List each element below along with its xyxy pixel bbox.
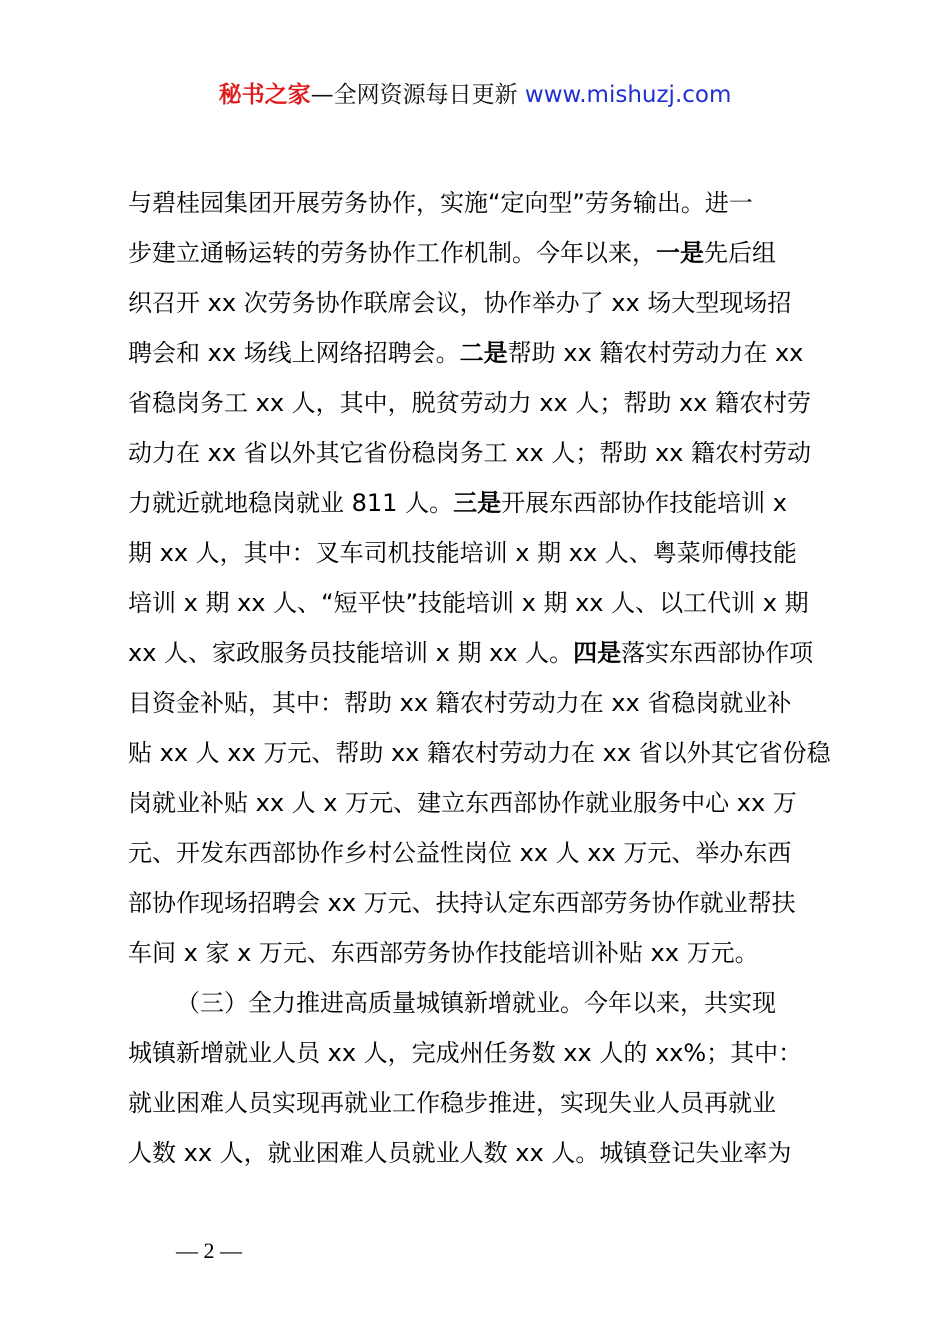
- text-run: 落实东西部协作项: [621, 639, 814, 667]
- document-body: [128, 178, 838, 1178]
- text-run: 开展东西部协作技能培训 x: [501, 489, 787, 517]
- text-run: 城镇新增就业人员 xx 人，完成州任务数 xx 人的 xx%；其中：: [128, 1039, 803, 1067]
- site-url-link[interactable]: www.mishuzj.com: [524, 82, 732, 108]
- text-line: [128, 428, 838, 478]
- text-run: 岗就业补贴 xx 人 x 万元、建立东西部协作就业服务中心 xx 万: [128, 789, 797, 817]
- text-run: 织召开 xx 次劳务协作联席会议，协作举办了 xx 场大型现场招: [128, 289, 792, 317]
- text-run: 聘会和 xx 场线上网络招聘会。: [128, 339, 460, 367]
- bold-marker: 一是: [656, 239, 704, 267]
- text-line: [128, 528, 838, 578]
- text-line: [128, 778, 838, 828]
- text-line: [128, 228, 838, 278]
- text-run: 帮助 xx 籍农村劳动力在 xx: [507, 339, 804, 367]
- text-run: 培训 x 期 xx 人、“短平快”技能培训 x 期 xx 人、以工代训 x 期: [128, 589, 809, 617]
- text-run: 动力在 xx 省以外其它省份稳岗务工 xx 人；帮助 xx 籍农村劳动: [128, 439, 811, 467]
- text-run: 人数 xx 人，就业困难人员就业人数 xx 人。城镇登记失业率为: [128, 1139, 792, 1167]
- text-line: [128, 478, 838, 528]
- text-line: [128, 928, 838, 978]
- text-run: xx 人、家政服务员技能培训 x 期 xx 人。: [128, 639, 574, 667]
- text-line: [128, 828, 838, 878]
- text-line: [128, 1028, 838, 1078]
- text-run: 与碧桂园集团开展劳务协作，实施“定向型”劳务输出。进一: [128, 189, 753, 217]
- text-run: 车间 x 家 x 万元、东西部劳务协作技能培训补贴 xx 万元。: [128, 939, 759, 967]
- brand-name: 秘书之家: [218, 82, 311, 108]
- site-header: [0, 80, 950, 110]
- text-line: [128, 328, 838, 378]
- page-number: — 2 —: [176, 1238, 242, 1263]
- text-line: [128, 1128, 838, 1178]
- text-line: [128, 278, 838, 328]
- text-line: [128, 878, 838, 928]
- bold-marker: 四是: [573, 639, 622, 667]
- text-run: 就业困难人员实现再就业工作稳步推进，实现失业人员再就业: [128, 1089, 776, 1117]
- bold-marker: 二是: [459, 339, 508, 367]
- bold-marker: 三是: [453, 489, 502, 517]
- text-line: [128, 728, 838, 778]
- text-run: 步建立通畅运转的劳务协作工作机制。今年以来，: [128, 239, 656, 267]
- text-run: 贴 xx 人 xx 万元、帮助 xx 籍农村劳动力在 xx 省以外其它省份稳: [128, 739, 831, 767]
- text-run: 元、开发东西部协作乡村公益性岗位 xx 人 xx 万元、举办东西: [128, 839, 792, 867]
- text-run: 力就近就地稳岗就业 811 人。: [128, 489, 454, 517]
- text-run: 先后组: [704, 239, 776, 267]
- text-line: [128, 978, 838, 1028]
- text-line: [128, 178, 838, 228]
- text-line: [128, 1078, 838, 1128]
- text-line: [128, 378, 838, 428]
- text-line: [128, 678, 838, 728]
- text-run: 部协作现场招聘会 xx 万元、扶持认定东西部劳务协作就业帮扶: [128, 889, 796, 917]
- text-line: [128, 578, 838, 628]
- text-line: [128, 628, 838, 678]
- text-run: 省稳岗务工 xx 人，其中，脱贫劳动力 xx 人；帮助 xx 籍农村劳: [128, 389, 811, 417]
- text-run: 期 xx 人，其中：叉车司机技能培训 x 期 xx 人、粤菜师傅技能: [128, 539, 797, 567]
- text-run: （三）全力推进高质量城镇新增就业。今年以来，共实现: [176, 989, 776, 1017]
- text-run: 目资金补贴，其中：帮助 xx 籍农村劳动力在 xx 省稳岗就业补: [128, 689, 792, 717]
- header-tagline: —全网资源每日更新: [310, 82, 518, 108]
